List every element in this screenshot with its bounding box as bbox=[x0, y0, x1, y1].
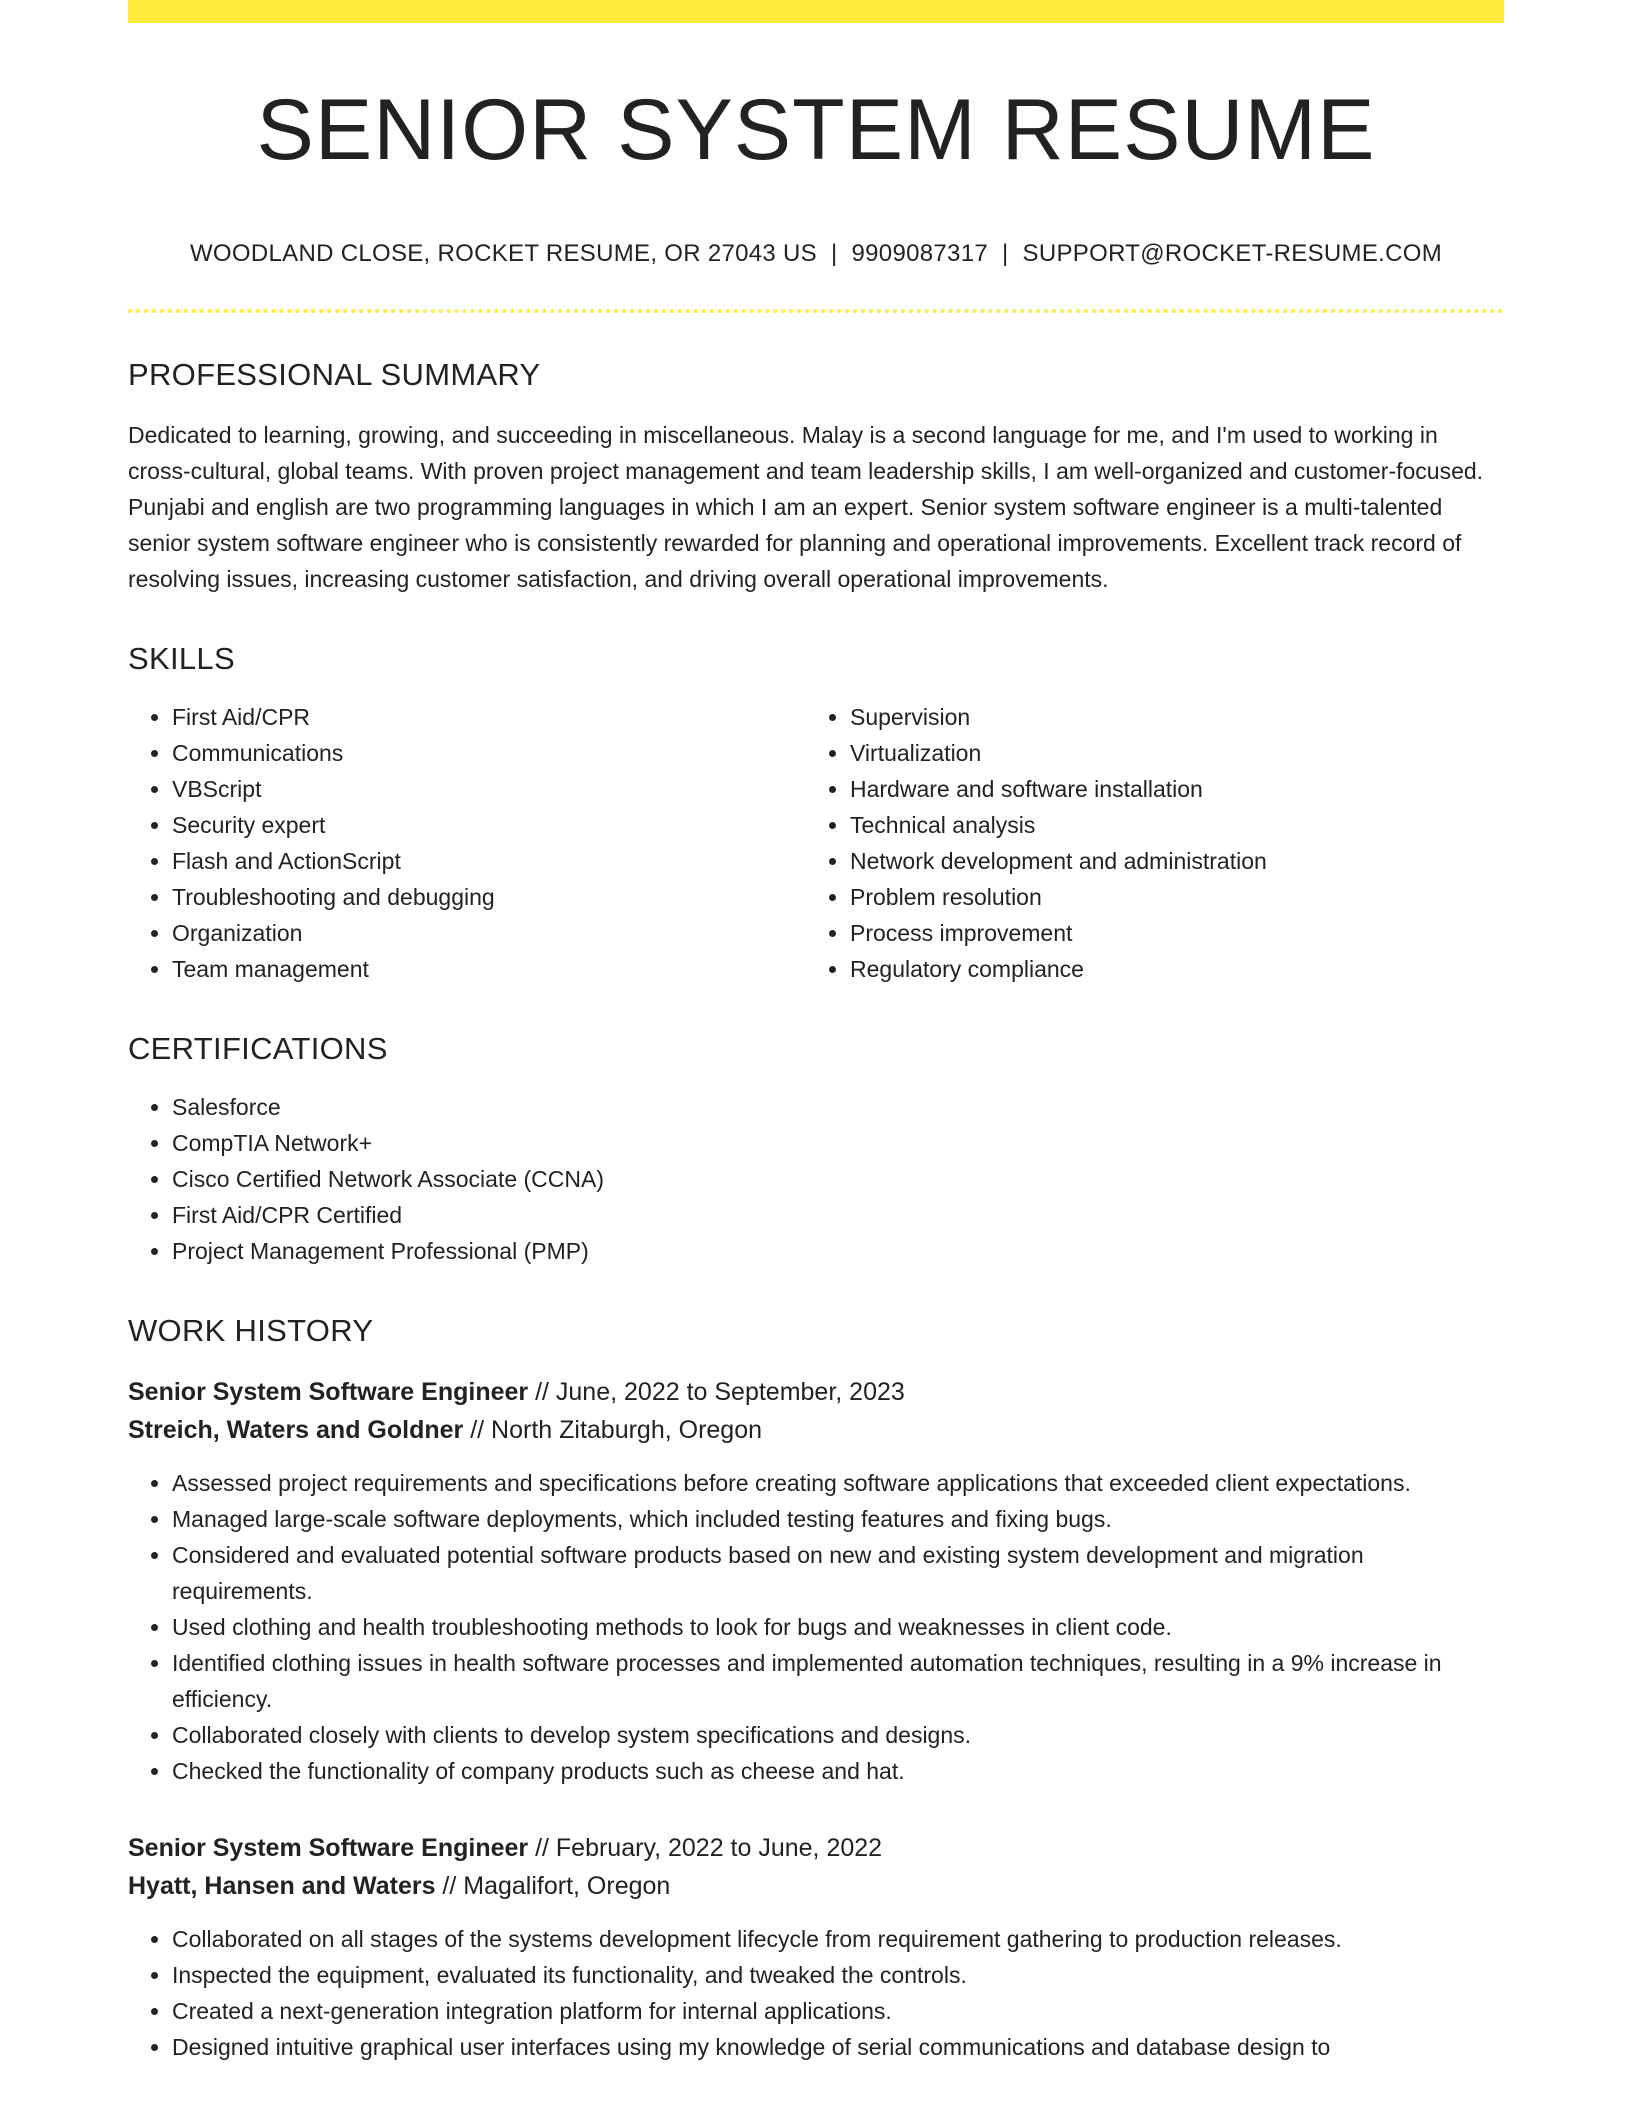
skill-item: • Technical analysis bbox=[850, 807, 1484, 843]
job-company-line bbox=[128, 1411, 1504, 1449]
job-bullet: • Managed large-scale software deployments, which included testing features and fixing bugs. bbox=[172, 1501, 1504, 1537]
skills-heading: SKILLS bbox=[128, 641, 235, 676]
job-bullets bbox=[128, 1921, 1504, 2065]
certification-item: • CompTIA Network+ bbox=[172, 1125, 1504, 1161]
job-company: Hyatt, Hansen and Waters bbox=[128, 1872, 436, 1900]
skill-item: • Flash and ActionScript bbox=[172, 843, 806, 879]
job-location: // North Zitaburgh, Oregon bbox=[463, 1416, 763, 1444]
skills-columns bbox=[128, 699, 1504, 987]
summary-section bbox=[128, 357, 1504, 597]
job-title: Senior System Software Engineer bbox=[128, 1834, 529, 1862]
job-location: // Magalifort, Oregon bbox=[435, 1872, 671, 1900]
skill-item: • Troubleshooting and debugging bbox=[172, 879, 806, 915]
summary-heading: PROFESSIONAL SUMMARY bbox=[128, 357, 541, 392]
contact-separator: | bbox=[830, 240, 838, 267]
job-entry bbox=[128, 1373, 1504, 1789]
work-history-heading: WORK HISTORY bbox=[128, 1313, 374, 1348]
skill-item: • Communications bbox=[172, 735, 806, 771]
job-bullet: • Used clothing and health troubleshooting methods to look for bugs and weaknesses in client code. bbox=[172, 1609, 1504, 1645]
skill-item: • Process improvement bbox=[850, 915, 1484, 951]
certifications-list bbox=[128, 1089, 1504, 1269]
skills-right-list bbox=[806, 699, 1484, 987]
certifications-section bbox=[128, 1031, 1504, 1269]
contact-address: WOODLAND CLOSE, ROCKET RESUME, OR 27043 US bbox=[189, 240, 817, 267]
contact-separator: | bbox=[1002, 240, 1009, 267]
job-dates: // June, 2022 to September, 2023 bbox=[528, 1378, 905, 1406]
job-bullet: • Created a next-generation integration platform for internal applications. bbox=[172, 1993, 1504, 2029]
job-bullet: • Collaborated closely with clients to develop system specifications and designs. bbox=[172, 1717, 1504, 1753]
skill-item: • Regulatory compliance bbox=[850, 951, 1484, 987]
job-bullet: • Designed intuitive graphical user interfaces using my knowledge of serial communications and database design to bbox=[172, 2029, 1504, 2065]
certification-item: • Cisco Certified Network Associate (CCNA) bbox=[172, 1161, 1504, 1197]
dotted-divider bbox=[128, 309, 1504, 313]
certification-item: • First Aid/CPR Certified bbox=[172, 1197, 1504, 1233]
job-bullet: • Checked the functionality of company products such as cheese and hat. bbox=[172, 1753, 1504, 1789]
job-bullet: • Identified clothing issues in health software processes and implemented automation techniques, resulting in a 9% increase in efficiency. bbox=[172, 1645, 1504, 1717]
job-title: Senior System Software Engineer bbox=[128, 1378, 529, 1406]
job-bullet: • Assessed project requirements and specifications before creating software applications that exceeded client expectations. bbox=[172, 1465, 1504, 1501]
job-company-line bbox=[128, 1867, 1504, 1905]
job-bullets bbox=[128, 1465, 1504, 1789]
skill-item: • Organization bbox=[172, 915, 806, 951]
top-accent-bar bbox=[128, 0, 1504, 23]
skills-left-list bbox=[128, 699, 806, 987]
job-dates: // February, 2022 to June, 2022 bbox=[528, 1834, 883, 1862]
skill-item: • Security expert bbox=[172, 807, 806, 843]
skill-item: • Problem resolution bbox=[850, 879, 1484, 915]
resume-title: SENIOR SYSTEM RESUME bbox=[256, 82, 1376, 178]
contact-line bbox=[128, 239, 1504, 269]
job-bullet: • Collaborated on all stages of the systems development lifecycle from requirement gathering to production releases. bbox=[172, 1921, 1504, 1957]
job-title-line bbox=[128, 1373, 1504, 1411]
certification-item: • Project Management Professional (PMP) bbox=[172, 1233, 1504, 1269]
skill-item: • First Aid/CPR bbox=[172, 699, 806, 735]
skill-item: • VBScript bbox=[172, 771, 806, 807]
summary-text: Dedicated to learning, growing, and succeeding in miscellaneous. Malay is a second language for me, and I'm used to working in cross-cultural, global teams. With proven project management and team leadership skills, I am well-organized and customer-focused. Punjabi and english are two programming languages in which I am an expert. Senior system software engineer is a multi-talented senior system software engineer who is consistently rewarded for planning and operational improvements. Excellent track record of resolving issues, increasing customer satisfaction, and driving overall operational improvements. bbox=[128, 422, 1484, 592]
job-bullet: • Inspected the equipment, evaluated its functionality, and tweaked the controls. bbox=[172, 1957, 1504, 1993]
work-history-section bbox=[128, 1313, 1504, 2065]
skills-section bbox=[128, 641, 1504, 987]
skill-item: • Hardware and software installation bbox=[850, 771, 1484, 807]
skill-item: • Supervision bbox=[850, 699, 1484, 735]
skill-item: • Network development and administration bbox=[850, 843, 1484, 879]
contact-phone: 9909087317 bbox=[851, 240, 988, 267]
resume-page bbox=[128, 0, 1504, 2065]
skill-item: • Virtualization bbox=[850, 735, 1484, 771]
skill-item: • Team management bbox=[172, 951, 806, 987]
certification-item: • Salesforce bbox=[172, 1089, 1504, 1125]
certifications-heading: CERTIFICATIONS bbox=[128, 1031, 388, 1066]
job-entry bbox=[128, 1829, 1504, 2065]
job-company: Streich, Waters and Goldner bbox=[128, 1416, 464, 1444]
job-title-line bbox=[128, 1829, 1504, 1867]
job-bullet: • Considered and evaluated potential software products based on new and existing system development and migration requirements. bbox=[172, 1537, 1504, 1609]
contact-email: SUPPORT@ROCKET-RESUME.COM bbox=[1022, 240, 1443, 267]
